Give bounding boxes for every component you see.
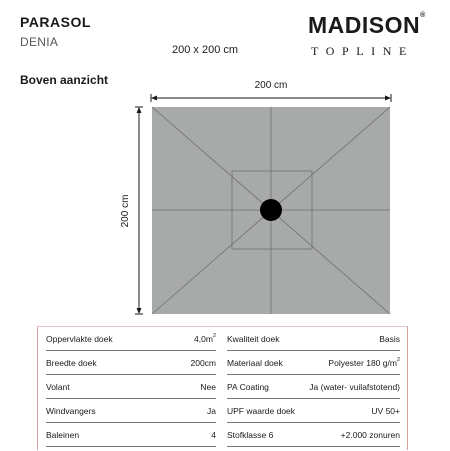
width-label: 200 cm <box>254 80 288 91</box>
height-label: 200 cm <box>120 194 131 228</box>
width-arrow-left <box>151 96 157 101</box>
spec-value-text: Polyester 180 g/m <box>328 358 397 368</box>
spec-label: UPF waarde doek <box>227 406 296 416</box>
height-arrow-bottom <box>137 308 142 314</box>
spec-label: Volant <box>46 382 70 392</box>
product-title: PARASOL <box>20 14 91 30</box>
spec-label: Baleinen <box>46 430 80 440</box>
spec-value: Nee <box>200 382 216 392</box>
spec-value: UV 50+ <box>371 406 400 416</box>
registered-mark: ® <box>420 12 426 19</box>
spec-value: Basis <box>379 334 400 344</box>
spec-row <box>227 327 400 351</box>
spec-label: Materiaal doek <box>227 358 283 368</box>
spec-label: Kwaliteit doek <box>227 334 280 344</box>
spec-label: Oppervlakte doek <box>46 334 113 344</box>
width-dimension <box>151 94 391 102</box>
spec-value: +2.000 zonuren <box>340 430 400 440</box>
spec-label: Breedte doek <box>46 358 97 368</box>
pole-circle <box>260 199 282 221</box>
spec-value: Ja (water- vuilafstotend) <box>309 382 400 392</box>
product-size: 200 x 200 cm <box>172 44 239 56</box>
view-title: Boven aanzicht <box>20 73 109 87</box>
spec-row <box>46 423 216 447</box>
spec-row <box>46 327 216 351</box>
spec-row <box>227 423 400 447</box>
spec-row <box>227 351 400 375</box>
spec-value-sup: 2 <box>396 357 400 363</box>
spec-label: PA Coating <box>227 382 269 392</box>
spec-value-sup: 2 <box>212 333 216 339</box>
spec-label: Windvangers <box>46 406 96 416</box>
spec-column-right <box>227 327 400 451</box>
spec-value: 4 <box>211 430 216 440</box>
spec-column-left <box>46 327 216 451</box>
brand-name: MADISON <box>308 12 421 38</box>
spec-row <box>46 351 216 375</box>
spec-value: Ja <box>207 406 216 416</box>
height-dimension <box>135 107 143 314</box>
spec-table <box>37 326 408 450</box>
spec-row <box>46 375 216 399</box>
spec-value: 200cm <box>190 358 216 368</box>
spec-value <box>194 334 216 344</box>
spec-row <box>227 375 400 399</box>
spec-row <box>46 399 216 423</box>
width-arrow-right <box>385 96 391 101</box>
spec-row <box>227 399 400 423</box>
spec-value-text: 4,0m <box>194 334 213 344</box>
spec-value <box>328 358 400 368</box>
height-arrow-top <box>137 107 142 113</box>
spec-label: Stofklasse 6 <box>227 430 274 440</box>
product-model: DENIA <box>20 35 59 49</box>
brand-subline: TOPLINE <box>311 44 414 58</box>
